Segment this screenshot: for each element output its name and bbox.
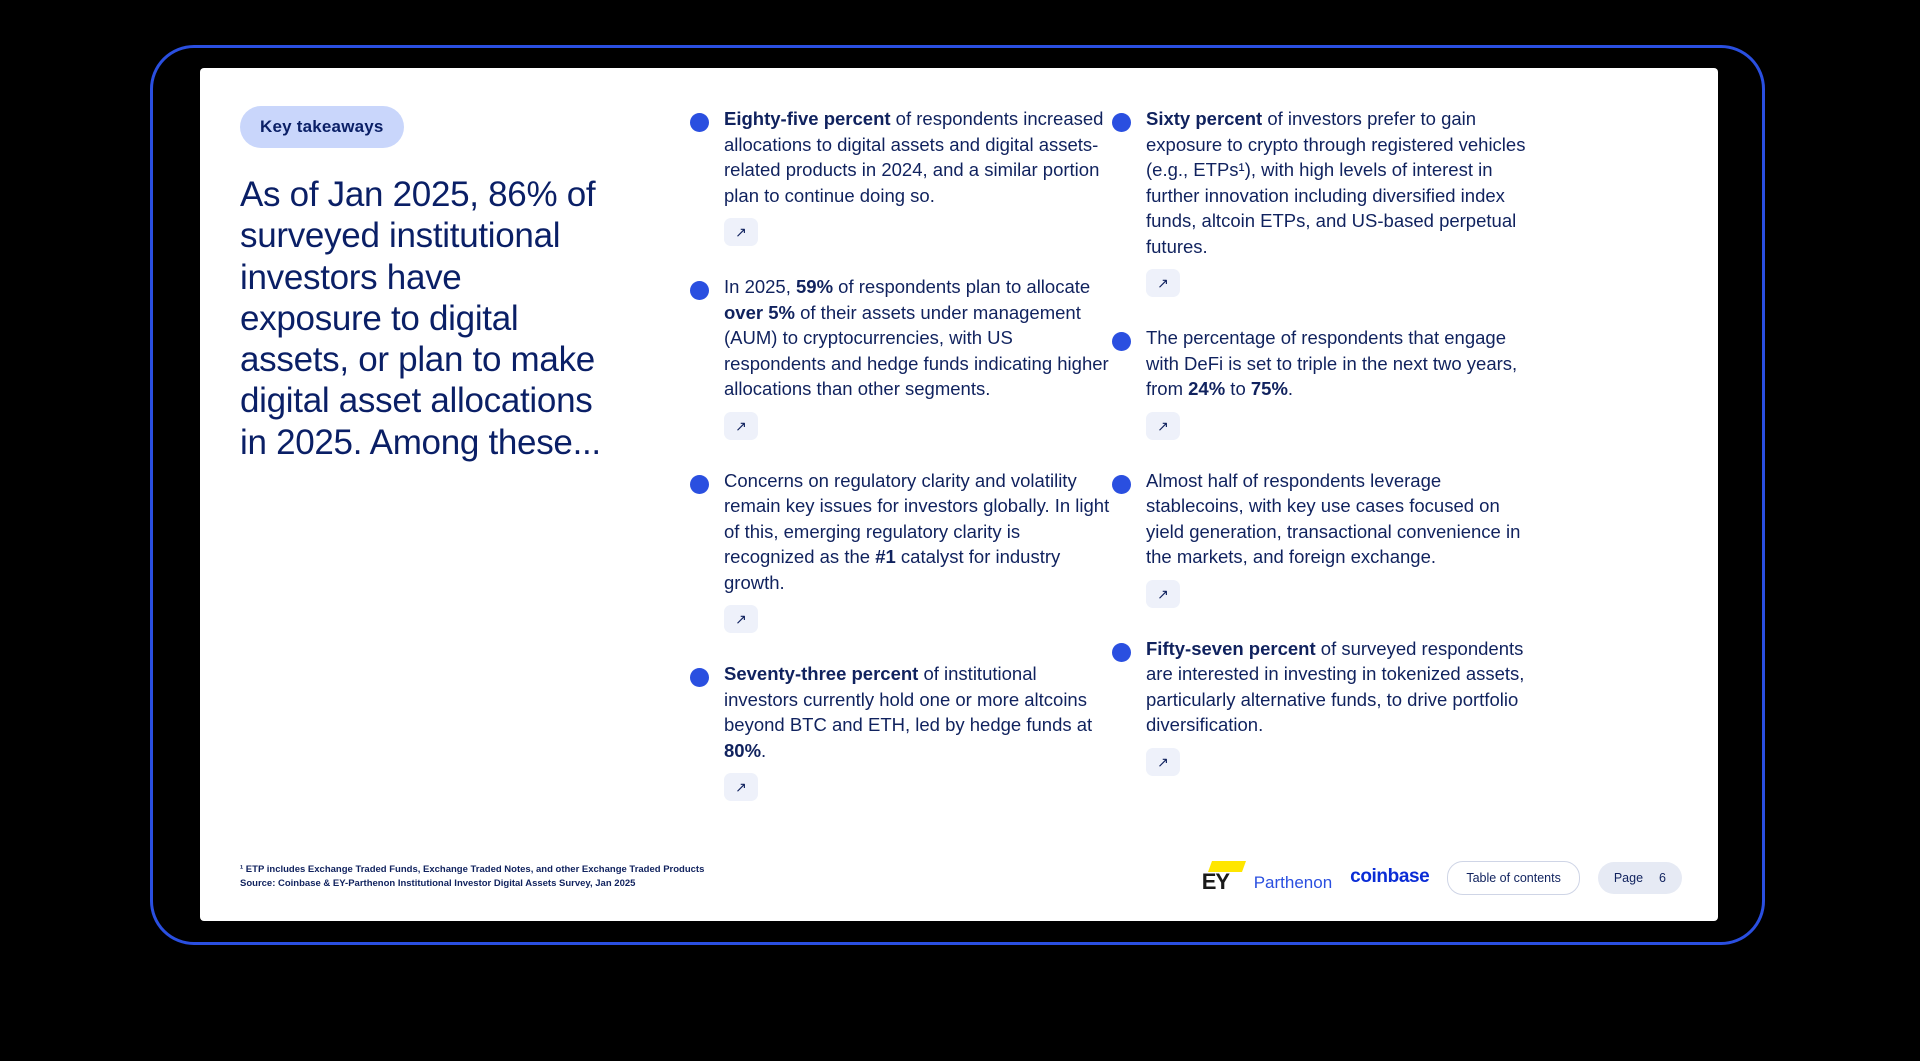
- bullet-item: [690, 274, 1110, 440]
- arrow-link-icon[interactable]: ↗: [1146, 580, 1180, 608]
- bullet-dot-icon: [690, 113, 709, 132]
- left-column: [240, 106, 610, 463]
- bullet-dot-icon: [690, 475, 709, 494]
- arrow-link-icon[interactable]: ↗: [724, 773, 758, 801]
- bullet-text-run: .: [1287, 378, 1294, 400]
- arrow-link-icon[interactable]: ↗: [1146, 412, 1180, 440]
- coinbase-wordmark: coinbase: [1350, 866, 1430, 887]
- bullet-text: [1146, 468, 1542, 570]
- footnote-line-1: ¹ ETP includes Exchange Traded Funds, Exchange Traded Notes, and other Exchange Traded Products: [240, 863, 705, 875]
- ey-logo-icon: [1202, 861, 1248, 895]
- bullet-emphasis: Seventy-three percent: [724, 663, 919, 685]
- bullet-emphasis: Fifty-seven percent: [1146, 637, 1316, 659]
- slide-footer: [1202, 861, 1682, 895]
- bullet-text-run: of respondents plan to allocate: [833, 276, 1091, 298]
- bullet-dot-icon: [1112, 475, 1131, 494]
- arrow-link-icon[interactable]: ↗: [724, 218, 758, 246]
- bullet-text-run: Concerns on regulatory clarity and volatility remain key issues for investors globally. In light of this, emerging regulatory clarity is recognized as the: [724, 469, 1110, 568]
- bullet-text-run: of investors prefer to gain exposure to crypto through registered vehicles (e.g., ETPs¹), with high levels of interest in further innovation including diversified index funds, altcoin ETPs, and US-based perpetual futures.: [1146, 108, 1526, 257]
- bullet-text-run: In 2025,: [724, 276, 797, 298]
- bullet-emphasis: Eighty-five percent: [724, 108, 891, 129]
- bullet-item: [690, 106, 1110, 246]
- bullet-item: [1112, 106, 1542, 297]
- bullet-emphasis: 59%: [796, 276, 834, 298]
- bullet-text: [1146, 106, 1542, 259]
- page-title: As of Jan 2025, 86% of surveyed institutional investors have exposure to digital assets, or plan to make digital asset allocations in 2025. Among these...: [240, 175, 601, 462]
- bullet-text: [724, 274, 1110, 402]
- bullet-text: [724, 106, 1110, 208]
- bullet-text-run: of institutional investors currently hold one or more altcoins beyond BTC and ETH, led by hedge funds at: [724, 663, 1093, 736]
- bullet-text-run: of surveyed respondents are interested in investing in tokenized assets, particularly alternative funds, to drive portfolio diversification.: [1146, 637, 1525, 736]
- bullet-text-run: of respondents increased allocations to digital assets and digital assets-related products in 2024, and a similar portion plan to continue doing so.: [724, 108, 1104, 206]
- bullet-column-middle: [690, 106, 1110, 829]
- page-number: 6: [1659, 871, 1666, 885]
- bullet-text-run: Almost half of respondents leverage stablecoins, with key use cases focused on yield generation, transactional convenience in the markets, and foreign exchange.: [1146, 469, 1521, 568]
- bullet-dot-icon: [1112, 643, 1131, 662]
- bullet-text-run: to: [1225, 378, 1251, 400]
- ey-parthenon-logo: [1202, 861, 1332, 895]
- table-of-contents-button[interactable]: Table of contents: [1447, 861, 1580, 895]
- bullet-emphasis: 75%: [1250, 378, 1288, 400]
- bullet-text: [1146, 636, 1542, 738]
- bullet-dot-icon: [690, 281, 709, 300]
- bullet-item: [1112, 636, 1542, 776]
- parthenon-wordmark: Parthenon: [1253, 873, 1333, 892]
- bullet-emphasis: #1: [875, 546, 896, 568]
- bullet-dot-icon: [690, 668, 709, 687]
- bullet-item: [1112, 468, 1542, 608]
- bullet-text: [1146, 325, 1542, 402]
- bullet-text: [724, 661, 1110, 763]
- arrow-link-icon[interactable]: ↗: [724, 605, 758, 633]
- bullet-emphasis: 80%: [724, 739, 762, 761]
- bullet-dot-icon: [1112, 113, 1131, 132]
- bullet-column-right: [1112, 106, 1542, 804]
- bullet-item: [690, 468, 1110, 634]
- arrow-link-icon[interactable]: ↗: [1146, 269, 1180, 297]
- arrow-link-icon[interactable]: ↗: [724, 412, 758, 440]
- page-label: Page: [1613, 871, 1644, 885]
- bullet-emphasis: 24%: [1188, 378, 1226, 400]
- footnote-line-2: Source: Coinbase & EY-Parthenon Institutional Investor Digital Assets Survey, Jan 2025: [240, 877, 636, 889]
- arrow-link-icon[interactable]: ↗: [1146, 748, 1180, 776]
- slide-canvas: [200, 68, 1718, 921]
- bullet-dot-icon: [1112, 332, 1131, 351]
- ey-wordmark: EY: [1201, 869, 1230, 894]
- bullet-emphasis: over 5%: [724, 301, 795, 323]
- bullet-text-run: of their assets under management (AUM) to cryptocurrencies, with US respondents and hedge funds indicating higher allocations than other segments.: [724, 301, 1109, 400]
- page-indicator[interactable]: [1598, 862, 1682, 894]
- bullet-item: [1112, 325, 1542, 440]
- bullet-text-run: .: [761, 739, 767, 761]
- bullet-text-run: catalyst for industry growth.: [724, 546, 1061, 593]
- bullet-emphasis: Sixty percent: [1146, 108, 1263, 129]
- key-takeaways-badge: Key takeaways: [240, 106, 404, 148]
- bullet-text-run: The percentage of respondents that engage with DeFi is set to triple in the next two years, from: [1146, 327, 1518, 400]
- bullet-item: [690, 661, 1110, 801]
- footnote: [240, 863, 704, 892]
- bullet-text: [724, 468, 1110, 596]
